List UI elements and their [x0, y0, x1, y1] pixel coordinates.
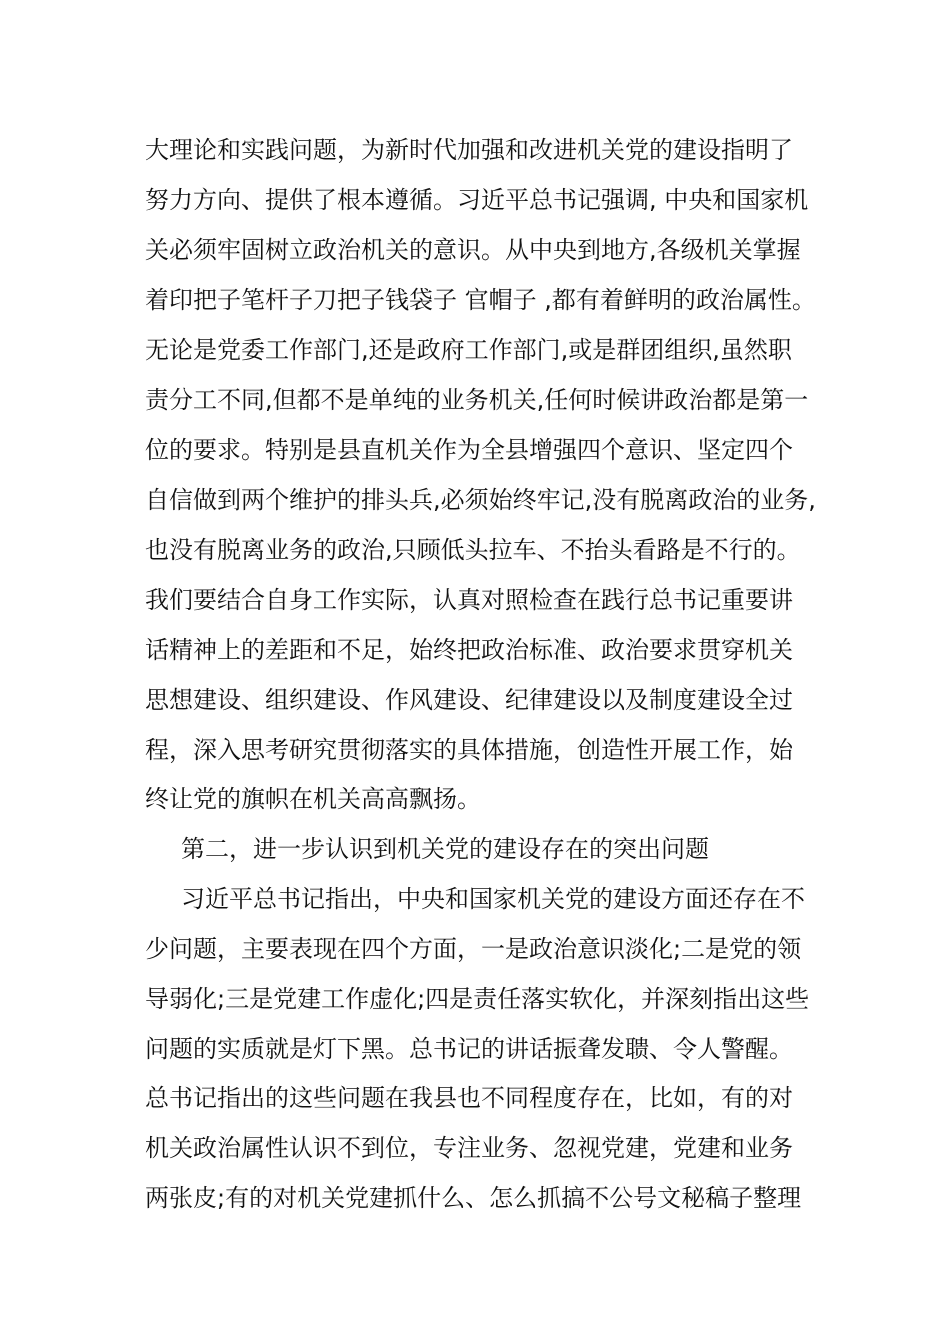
paragraph-line: 习近平总书记指出，中央和国家机关党的建设方面还存在不 [181, 885, 805, 913]
paragraph-line: 思想建设、组织建设、作风建设、纪律建设以及制度建设全过 [145, 686, 793, 714]
section-heading: 第二，进一步认识到机关党的建设存在的突出问题 [181, 835, 709, 863]
paragraph-line: 位的要求。特别是县直机关作为全县增强四个意识、坚定四个 [145, 436, 793, 464]
paragraph-line: 着印把子笔杆子刀把子钱袋子 官帽子 ,都有着鲜明的政治属性。 [145, 286, 816, 314]
paragraph-line: 关必须牢固树立政治机关的意识。从中央到地方,各级机关掌握 [145, 236, 801, 264]
paragraph-line: 责分工不同,但都不是单纯的业务机关,任何时候讲政治都是第一 [145, 386, 809, 414]
paragraph-line: 终让党的旗帜在机关高高飘扬。 [145, 785, 481, 813]
paragraph-line: 导弱化;三是党建工作虚化;四是责任落实软化，并深刻指出这些 [145, 985, 810, 1013]
paragraph-line: 努力方向、提供了根本遵循。习近平总书记强调, 中央和国家机 [145, 186, 809, 214]
paragraph-line: 机关政治属性认识不到位，专注业务、忽视党建，党建和业务 [145, 1134, 793, 1162]
paragraph-line: 我们要结合自身工作实际，认真对照检查在践行总书记重要讲 [145, 586, 793, 614]
paragraph-line: 总书记指出的这些问题在我县也不同程度存在，比如，有的对 [145, 1084, 793, 1112]
paragraph-line: 无论是党委工作部门,还是政府工作部门,或是群团组织,虽然职 [145, 336, 792, 364]
paragraph-line: 程，深入思考研究贯彻落实的具体措施，创造性开展工作，始 [145, 736, 793, 764]
paragraph-line: 自信做到两个维护的排头兵,必须始终牢记,没有脱离政治的业务, [145, 486, 816, 514]
paragraph-line: 两张皮;有的对机关党建抓什么、怎么抓搞不公号文秘稿子整理 [145, 1184, 802, 1212]
paragraph-line: 少问题，主要表现在四个方面，一是政治意识淡化;二是党的领 [145, 935, 802, 963]
paragraph-line: 话精神上的差距和不足，始终把政治标准、政治要求贯穿机关 [145, 636, 793, 664]
paragraph-line: 大理论和实践问题，为新时代加强和改进机关党的建设指明了 [145, 136, 793, 164]
paragraph-line: 问题的实质就是灯下黑。总书记的讲话振聋发聩、令人警醒。 [145, 1035, 793, 1063]
paragraph-line: 也没有脱离业务的政治,只顾低头拉车、不抬头看路是不行的。 [145, 536, 801, 564]
